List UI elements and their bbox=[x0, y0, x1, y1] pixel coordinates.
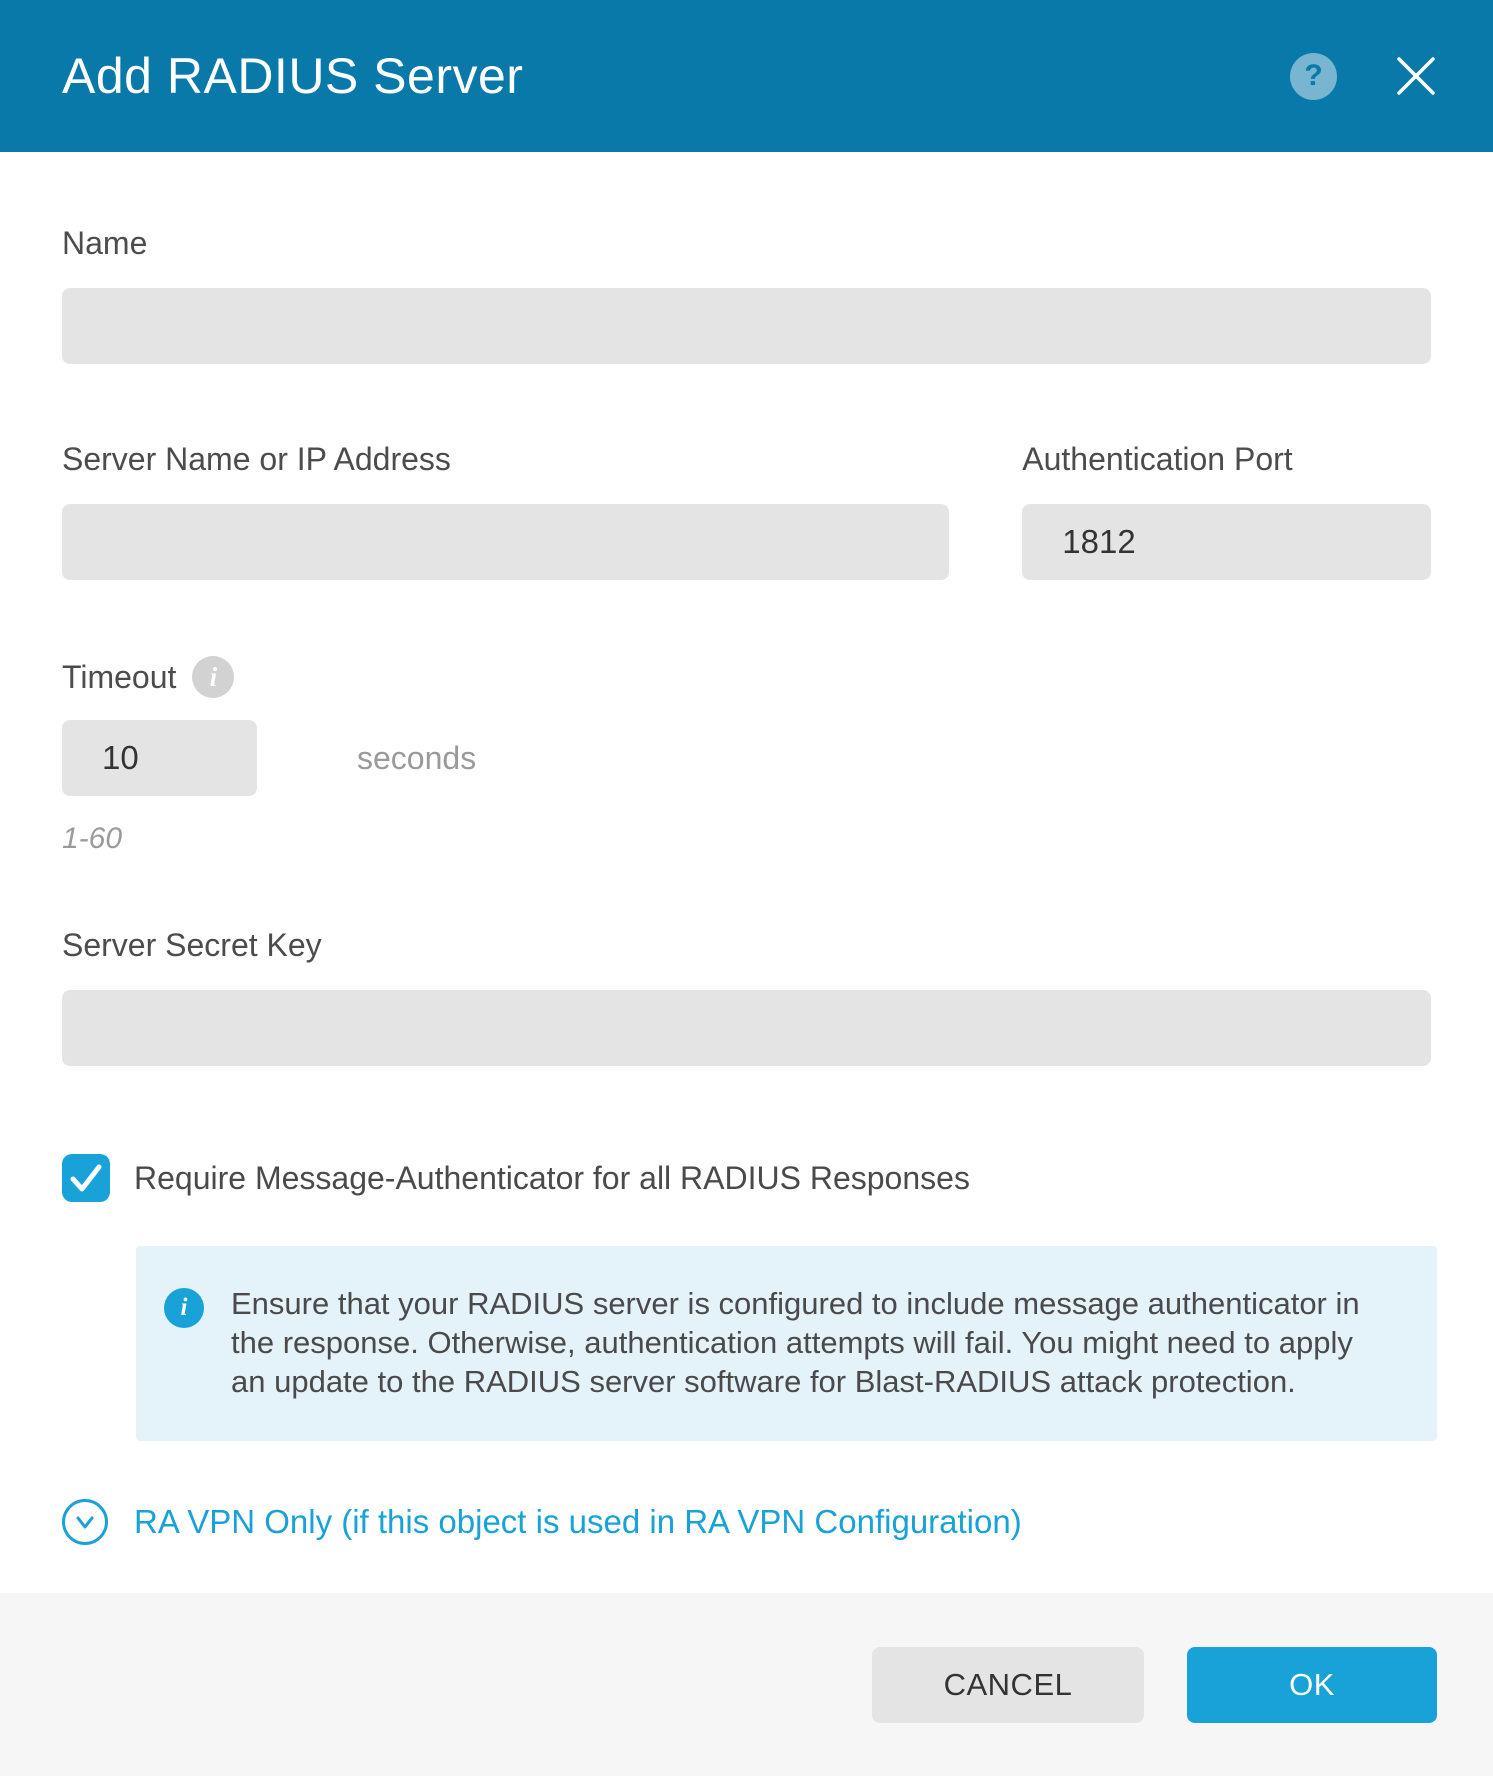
timeout-label-row bbox=[62, 656, 1431, 698]
timeout-field-group bbox=[62, 656, 1431, 856]
ra-vpn-only-expander[interactable] bbox=[62, 1499, 1431, 1545]
checkmark-icon bbox=[62, 1154, 110, 1202]
timeout-input[interactable] bbox=[62, 720, 257, 796]
name-label: Name bbox=[62, 225, 148, 261]
chevron-down-icon[interactable] bbox=[62, 1499, 108, 1545]
timeout-info-icon[interactable]: i bbox=[192, 656, 234, 698]
ok-button[interactable]: OK bbox=[1187, 1647, 1437, 1723]
port-label: Authentication Port bbox=[1022, 441, 1293, 477]
server-field-group bbox=[62, 440, 949, 580]
server-port-row bbox=[62, 440, 1431, 580]
help-icon[interactable]: ? bbox=[1290, 53, 1337, 100]
require-message-authenticator-label: Require Message-Authenticator for all RADIUS Responses bbox=[134, 1159, 970, 1196]
port-field-group bbox=[1022, 440, 1431, 580]
timeout-unit-label: seconds bbox=[357, 739, 477, 776]
require-message-authenticator-checkbox[interactable] bbox=[62, 1154, 110, 1202]
message-authenticator-alert bbox=[136, 1246, 1437, 1441]
timeout-label: Timeout bbox=[62, 659, 177, 695]
name-input[interactable] bbox=[62, 288, 1431, 364]
require-message-authenticator-row bbox=[62, 1154, 1431, 1202]
timeout-input-row bbox=[62, 720, 1431, 796]
alert-text: Ensure that your RADIUS server is configured to include message authenticator in the response. Otherwise, authentication attempts will fail. You might need to apply an update to the RADIUS server software for Blast-RADIUS attack protection. bbox=[231, 1286, 1360, 1399]
secret-field-group bbox=[62, 926, 1431, 1066]
dialog-header bbox=[0, 0, 1493, 152]
secret-input[interactable] bbox=[62, 990, 1431, 1066]
dialog-title: Add RADIUS Server bbox=[62, 48, 524, 104]
secret-label: Server Secret Key bbox=[62, 927, 322, 963]
info-icon: i bbox=[164, 1288, 204, 1328]
close-icon[interactable] bbox=[1395, 55, 1437, 97]
server-label: Server Name or IP Address bbox=[62, 441, 451, 477]
timeout-range-hint: 1-60 bbox=[62, 822, 123, 855]
ra-vpn-only-link[interactable]: RA VPN Only (if this object is used in RA VPN Configuration) bbox=[134, 1503, 1022, 1540]
dialog-footer bbox=[0, 1593, 1493, 1776]
cancel-button[interactable]: CANCEL bbox=[872, 1647, 1144, 1723]
name-field-group bbox=[62, 224, 1431, 364]
port-input[interactable] bbox=[1022, 504, 1431, 580]
server-input[interactable] bbox=[62, 504, 949, 580]
dialog-body bbox=[0, 224, 1493, 1545]
